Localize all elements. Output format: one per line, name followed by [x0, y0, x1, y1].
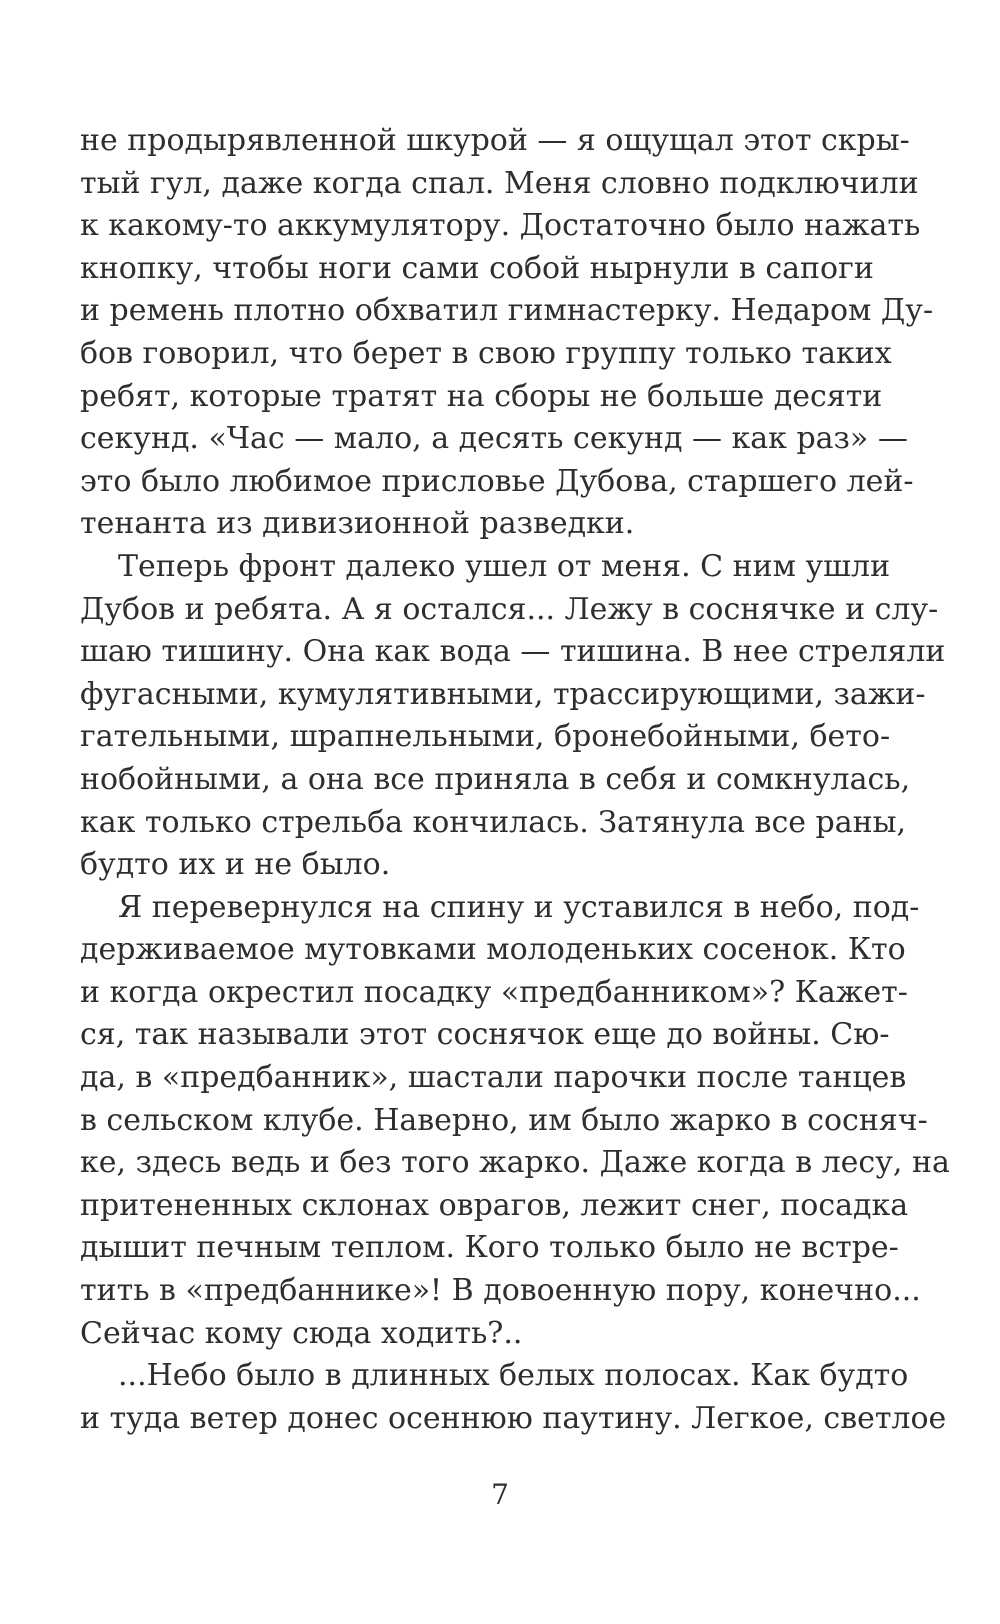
text-line: ке, здесь ведь и без того жарко. Даже когда в лесу, на: [80, 1145, 950, 1181]
text-line: Я перевернулся на спину и уставился в небо, под-: [118, 889, 920, 925]
text-line: секунд. «Час — мало, а десять секунд — как раз» —: [80, 421, 908, 457]
text-line: шаю тишину. Она как вода — тишина. В нее стреляли: [80, 634, 946, 670]
text-line: будто их и не было.: [80, 847, 391, 883]
text-line: притененных склонах оврагов, лежит снег, посадка: [80, 1187, 909, 1223]
text-line: ребят, которые тратят на сборы не больше десяти: [80, 378, 883, 414]
text-line: фугасными, кумулятивными, трассирующими, зажи-: [80, 676, 926, 712]
text-line: Сейчас кому сюда ходить?..: [80, 1315, 523, 1351]
text-line: ...Небо было в длинных белых полосах. Как будто: [118, 1358, 909, 1394]
body-text: [80, 120, 950, 1440]
text-line: как только стрельба кончилась. Затянула все раны,: [80, 804, 907, 840]
page-number: 7: [491, 1478, 509, 1511]
text-line: Дубов и ребята. А я остался... Лежу в соснячке и слу-: [80, 591, 939, 627]
text-line: и ремень плотно обхватил гимнастерку. Недаром Ду-: [80, 293, 934, 329]
text-line: тенанта из дивизионной разведки.: [80, 506, 635, 542]
text-line: нобойными, а она все приняла в себя и сомкнулась,: [80, 761, 911, 797]
text-line: тый гул, даже когда спал. Меня словно подключили: [80, 165, 919, 201]
text-line: Теперь фронт далеко ушел от меня. С ним ушли: [118, 548, 891, 584]
text-line: и туда ветер донес осеннюю паутину. Легкое, светлое: [80, 1400, 947, 1436]
text-line: и когда окрестил посадку «предбанником»? Кажет-: [80, 974, 908, 1010]
text-line: бов говорил, что берет в свою группу только таких: [80, 335, 892, 371]
text-line: гательными, шрапнельными, бронебойными, бето-: [80, 719, 891, 755]
text-line: это было любимое присловье Дубова, старшего лей-: [80, 463, 914, 499]
text-line: ся, так называли этот соснячок еще до войны. Сю-: [80, 1017, 890, 1053]
text-line: дышит печным теплом. Кого только было не встре-: [80, 1230, 899, 1266]
text-line: к какому-то аккумулятору. Достаточно было нажать: [80, 208, 921, 244]
text-line: в сельском клубе. Наверно, им было жарко в сосняч-: [80, 1102, 928, 1138]
text-line: не продырявленной шкурой — я ощущал этот скры-: [80, 123, 910, 158]
text-line: держиваемое мутовками молоденьких сосенок. Кто: [80, 932, 906, 968]
text-line: да, в «предбанник», шастали парочки после танцев: [80, 1060, 907, 1096]
text-line: кнопку, чтобы ноги сами собой нырнули в сапоги: [80, 250, 874, 286]
text-line: тить в «предбаннике»! В довоенную пору, конечно...: [80, 1273, 921, 1309]
